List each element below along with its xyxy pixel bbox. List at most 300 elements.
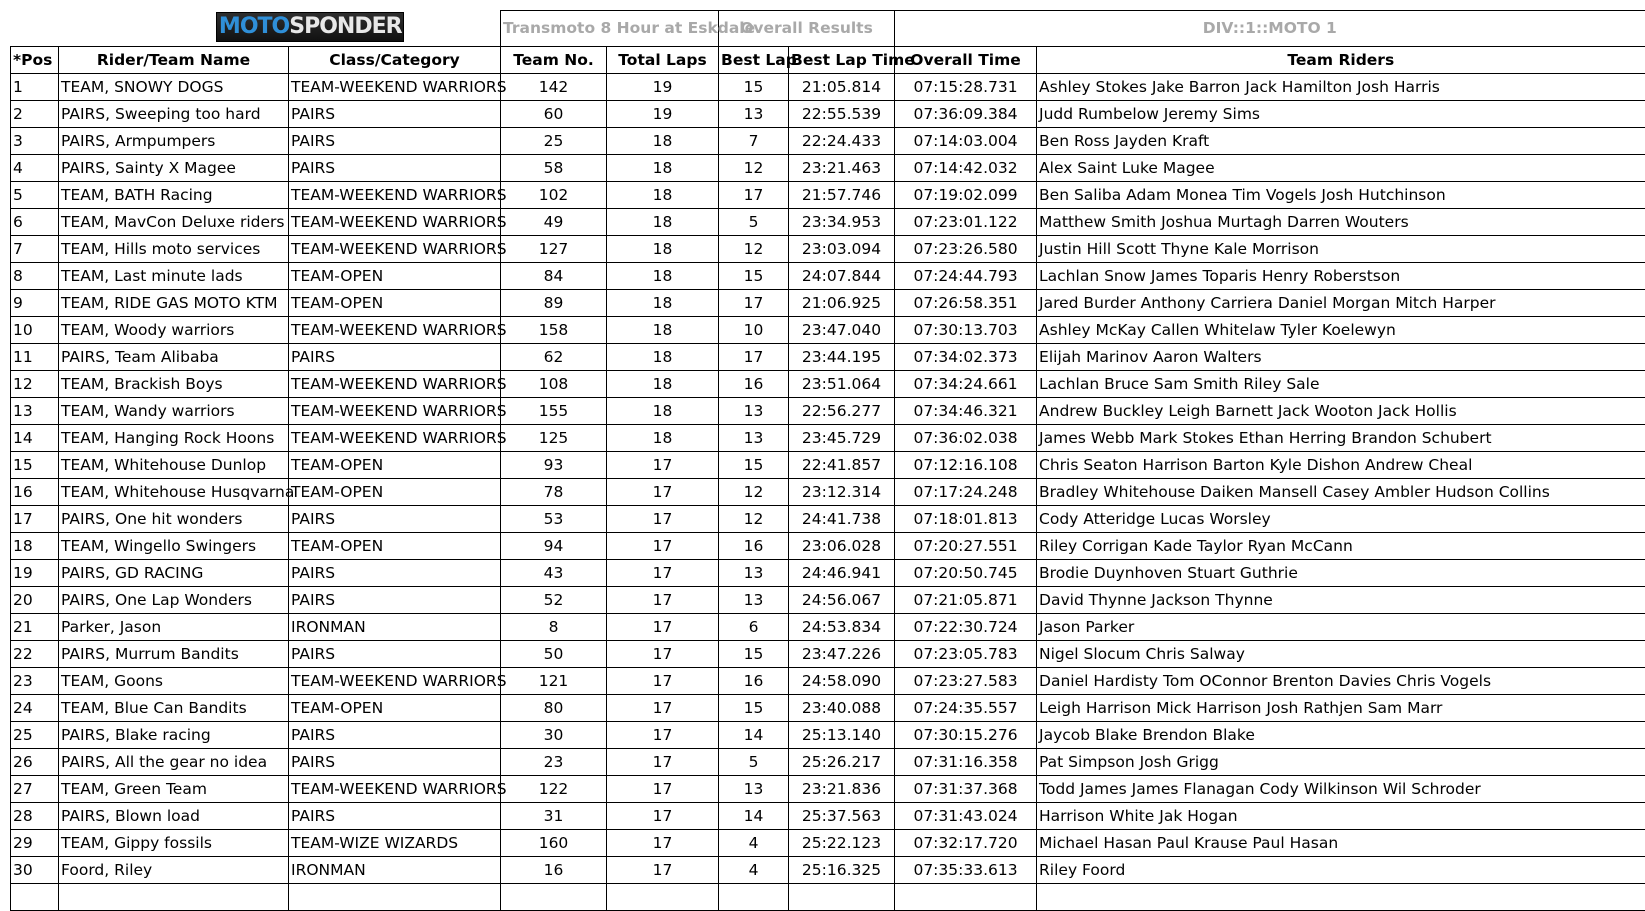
cell-pos: 17 xyxy=(11,506,59,533)
table-row xyxy=(11,695,1645,722)
cell-overall-time: 07:30:15.276 xyxy=(895,722,1037,749)
cell-name: TEAM, Last minute lads xyxy=(59,263,289,290)
cell-best-lap: 15 xyxy=(719,263,789,290)
cell-name: TEAM, Whitehouse Husqvarna xyxy=(59,479,289,506)
cell-best-lap: 16 xyxy=(719,371,789,398)
cell-pos: 18 xyxy=(11,533,59,560)
cell-best-lap: 10 xyxy=(719,317,789,344)
cell-class: PAIRS xyxy=(289,344,501,371)
cell-pos: 1 xyxy=(11,74,59,101)
cell-team-riders: James Webb Mark Stokes Ethan Herring Brandon Schubert xyxy=(1037,425,1645,452)
cell-team-riders: Jaycob Blake Brendon Blake xyxy=(1037,722,1645,749)
cell-total-laps: 17 xyxy=(607,587,719,614)
cell-best-lap: 4 xyxy=(719,830,789,857)
cell-best-lap: 14 xyxy=(719,722,789,749)
table-row xyxy=(11,614,1645,641)
cell-total-laps: 17 xyxy=(607,641,719,668)
cell-overall-time: 07:14:03.004 xyxy=(895,128,1037,155)
cell-name: PAIRS, Sainty X Magee xyxy=(59,155,289,182)
cell-pos: 26 xyxy=(11,749,59,776)
cell-best-lap-time: 25:22.123 xyxy=(789,830,895,857)
table-row xyxy=(11,263,1645,290)
cell-total-laps: 18 xyxy=(607,155,719,182)
cell-team-riders: David Thynne Jackson Thynne xyxy=(1037,587,1645,614)
cell-best-lap: 17 xyxy=(719,290,789,317)
cell-team-no: 160 xyxy=(501,830,607,857)
cell-best-lap: 12 xyxy=(719,155,789,182)
cell-team-riders: Elijah Marinov Aaron Walters xyxy=(1037,344,1645,371)
column-header-name: Rider/Team Name xyxy=(59,47,289,74)
cell-overall-time: 07:34:24.661 xyxy=(895,371,1037,398)
cell-best-lap-time: 25:16.325 xyxy=(789,857,895,884)
cell-best-lap: 15 xyxy=(719,452,789,479)
cell-best-lap: 16 xyxy=(719,533,789,560)
cell-best-lap: 4 xyxy=(719,857,789,884)
cell-best-lap-time: 23:47.040 xyxy=(789,317,895,344)
cell-overall-time: 07:23:01.122 xyxy=(895,209,1037,236)
cell-total-laps: 17 xyxy=(607,695,719,722)
cell-class: TEAM-OPEN xyxy=(289,263,501,290)
cell-pos: 5 xyxy=(11,182,59,209)
report-title: Overall Results xyxy=(719,11,895,47)
cell-team-riders: Nigel Slocum Chris Salway xyxy=(1037,641,1645,668)
cell-class: TEAM-WEEKEND WARRIORS xyxy=(289,398,501,425)
table-row xyxy=(11,668,1645,695)
cell-total-laps: 19 xyxy=(607,74,719,101)
motosponder-logo: MOTOSPONDER xyxy=(216,12,404,42)
cell-overall-time: 07:36:02.038 xyxy=(895,425,1037,452)
table-row xyxy=(11,857,1645,884)
cell-best-lap-time: 23:34.953 xyxy=(789,209,895,236)
cell-team-riders: Andrew Buckley Leigh Barnett Jack Wooton Jack Hollis xyxy=(1037,398,1645,425)
cell-overall-time: 07:18:01.813 xyxy=(895,506,1037,533)
cell-best-lap-time: 24:58.090 xyxy=(789,668,895,695)
cell-total-laps: 18 xyxy=(607,317,719,344)
cell-team-riders: Justin Hill Scott Thyne Kale Morrison xyxy=(1037,236,1645,263)
cell-pos: 12 xyxy=(11,371,59,398)
cell-name: TEAM, BATH Racing xyxy=(59,182,289,209)
table-row xyxy=(11,506,1645,533)
cell-overall-time: 07:21:05.871 xyxy=(895,587,1037,614)
table-row xyxy=(11,830,1645,857)
cell-total-laps: 17 xyxy=(607,722,719,749)
cell-name: PAIRS, Team Alibaba xyxy=(59,344,289,371)
cell-team-no: 93 xyxy=(501,452,607,479)
cell-overall-time: 07:20:27.551 xyxy=(895,533,1037,560)
cell-class: TEAM-OPEN xyxy=(289,290,501,317)
cell-team-no: 31 xyxy=(501,803,607,830)
cell-pos: 6 xyxy=(11,209,59,236)
table-row xyxy=(11,398,1645,425)
cell-name: Foord, Riley xyxy=(59,857,289,884)
cell-team-riders: Jared Burder Anthony Carriera Daniel Morgan Mitch Harper xyxy=(1037,290,1645,317)
cell-overall-time: 07:14:42.032 xyxy=(895,155,1037,182)
table-row xyxy=(11,533,1645,560)
cell-pos: 25 xyxy=(11,722,59,749)
cell-class: PAIRS xyxy=(289,155,501,182)
cell-class: TEAM-WEEKEND WARRIORS xyxy=(289,317,501,344)
cell-best-lap-time: 22:55.539 xyxy=(789,101,895,128)
cell-overall-time: 07:19:02.099 xyxy=(895,182,1037,209)
cell-team-no: 23 xyxy=(501,749,607,776)
cell-best-lap-time: 22:24.433 xyxy=(789,128,895,155)
cell-team-no: 122 xyxy=(501,776,607,803)
cell-total-laps: 17 xyxy=(607,452,719,479)
event-title: Transmoto 8 Hour at Eskdale xyxy=(501,11,719,47)
cell-pos: 15 xyxy=(11,452,59,479)
cell-team-no: 108 xyxy=(501,371,607,398)
cell-class: TEAM-OPEN xyxy=(289,452,501,479)
results-table xyxy=(10,10,1645,911)
cell-pos: 8 xyxy=(11,263,59,290)
cell-class: IRONMAN xyxy=(289,614,501,641)
cell-overall-time: 07:31:16.358 xyxy=(895,749,1037,776)
cell-best-lap-time: 21:06.925 xyxy=(789,290,895,317)
cell-team-no: 102 xyxy=(501,182,607,209)
cell-team-no: 62 xyxy=(501,344,607,371)
cell-total-laps: 18 xyxy=(607,236,719,263)
cell-name: PAIRS, GD RACING xyxy=(59,560,289,587)
cell-overall-time: 07:22:30.724 xyxy=(895,614,1037,641)
cell-name: TEAM, SNOWY DOGS xyxy=(59,74,289,101)
cell-class: TEAM-WEEKEND WARRIORS xyxy=(289,182,501,209)
cell-team-riders: Lachlan Snow James Toparis Henry Roberstson xyxy=(1037,263,1645,290)
cell-total-laps: 18 xyxy=(607,344,719,371)
cell-total-laps: 18 xyxy=(607,263,719,290)
cell-name: TEAM, Woody warriors xyxy=(59,317,289,344)
table-row xyxy=(11,776,1645,803)
cell-total-laps: 18 xyxy=(607,128,719,155)
cell-total-laps: 17 xyxy=(607,560,719,587)
cell-total-laps: 17 xyxy=(607,857,719,884)
cell-best-lap: 15 xyxy=(719,74,789,101)
table-row xyxy=(11,749,1645,776)
cell-pos: 10 xyxy=(11,317,59,344)
cell-name: TEAM, Brackish Boys xyxy=(59,371,289,398)
cell-pos: 13 xyxy=(11,398,59,425)
cell-total-laps: 17 xyxy=(607,533,719,560)
cell-team-no: 78 xyxy=(501,479,607,506)
cell-best-lap-time: 25:37.563 xyxy=(789,803,895,830)
cell-best-lap: 13 xyxy=(719,560,789,587)
cell-team-no: 8 xyxy=(501,614,607,641)
cell-best-lap: 14 xyxy=(719,803,789,830)
cell-pos: 3 xyxy=(11,128,59,155)
cell-best-lap-time: 21:57.746 xyxy=(789,182,895,209)
column-header-total-laps: Total Laps xyxy=(607,47,719,74)
table-row xyxy=(11,479,1645,506)
cell-team-no: 30 xyxy=(501,722,607,749)
cell-team-riders: Harrison White Jak Hogan xyxy=(1037,803,1645,830)
cell-best-lap-time: 24:53.834 xyxy=(789,614,895,641)
column-header-best-lap-time: Best Lap Time xyxy=(789,47,895,74)
cell-best-lap-time: 23:51.064 xyxy=(789,371,895,398)
cell-team-no: 125 xyxy=(501,425,607,452)
cell-team-no xyxy=(501,884,607,911)
cell-team-riders: Todd James James Flanagan Cody Wilkinson Wil Schroder xyxy=(1037,776,1645,803)
cell-team-no: 142 xyxy=(501,74,607,101)
cell-class: TEAM-WEEKEND WARRIORS xyxy=(289,236,501,263)
cell-name: TEAM, Hanging Rock Hoons xyxy=(59,425,289,452)
cell-best-lap-time: 23:12.314 xyxy=(789,479,895,506)
cell-team-riders: Lachlan Bruce Sam Smith Riley Sale xyxy=(1037,371,1645,398)
cell-total-laps: 18 xyxy=(607,371,719,398)
cell-team-riders: Alex Saint Luke Magee xyxy=(1037,155,1645,182)
column-header-pos: *Pos xyxy=(11,47,59,74)
cell-team-no: 121 xyxy=(501,668,607,695)
cell-team-riders: Ashley McKay Callen Whitelaw Tyler Koelewyn xyxy=(1037,317,1645,344)
cell-class: PAIRS xyxy=(289,560,501,587)
cell-best-lap-time: 24:56.067 xyxy=(789,587,895,614)
column-header-team-riders: Team Riders xyxy=(1037,47,1645,74)
cell-class: PAIRS xyxy=(289,722,501,749)
cell-total-laps xyxy=(607,884,719,911)
cell-total-laps: 18 xyxy=(607,290,719,317)
cell-best-lap-time: 25:26.217 xyxy=(789,749,895,776)
table-row xyxy=(11,344,1645,371)
cell-team-no: 60 xyxy=(501,101,607,128)
cell-overall-time: 07:36:09.384 xyxy=(895,101,1037,128)
cell-best-lap-time: 23:06.028 xyxy=(789,533,895,560)
table-row xyxy=(11,182,1645,209)
cell-overall-time: 07:35:33.613 xyxy=(895,857,1037,884)
cell-best-lap: 5 xyxy=(719,749,789,776)
cell-name: PAIRS, One Lap Wonders xyxy=(59,587,289,614)
cell-best-lap-time: 25:13.140 xyxy=(789,722,895,749)
cell-class: TEAM-WEEKEND WARRIORS xyxy=(289,776,501,803)
cell-class: TEAM-OPEN xyxy=(289,695,501,722)
cell-team-no: 127 xyxy=(501,236,607,263)
cell-team-no: 158 xyxy=(501,317,607,344)
cell-best-lap-time: 24:07.844 xyxy=(789,263,895,290)
cell-total-laps: 17 xyxy=(607,479,719,506)
cell-total-laps: 17 xyxy=(607,803,719,830)
cell-best-lap: 13 xyxy=(719,587,789,614)
column-header-class: Class/Category xyxy=(289,47,501,74)
cell-class: TEAM-OPEN xyxy=(289,533,501,560)
cell-name: TEAM, Wandy warriors xyxy=(59,398,289,425)
cell-best-lap-time: 22:41.857 xyxy=(789,452,895,479)
cell-pos: 16 xyxy=(11,479,59,506)
cell-team-no: 16 xyxy=(501,857,607,884)
cell-best-lap-time: 21:05.814 xyxy=(789,74,895,101)
table-row xyxy=(11,884,1645,911)
cell-best-lap-time: 23:47.226 xyxy=(789,641,895,668)
cell-team-riders: Riley Foord xyxy=(1037,857,1645,884)
cell-team-no: 43 xyxy=(501,560,607,587)
cell-pos xyxy=(11,884,59,911)
table-row xyxy=(11,155,1645,182)
cell-name: PAIRS, One hit wonders xyxy=(59,506,289,533)
cell-name: TEAM, RIDE GAS MOTO KTM xyxy=(59,290,289,317)
table-row xyxy=(11,587,1645,614)
cell-team-no: 52 xyxy=(501,587,607,614)
cell-team-riders: Ashley Stokes Jake Barron Jack Hamilton Josh Harris xyxy=(1037,74,1645,101)
cell-best-lap: 5 xyxy=(719,209,789,236)
cell-class: IRONMAN xyxy=(289,857,501,884)
table-row xyxy=(11,803,1645,830)
cell-team-riders: Ben Ross Jayden Kraft xyxy=(1037,128,1645,155)
cell-overall-time: 07:17:24.248 xyxy=(895,479,1037,506)
table-row xyxy=(11,425,1645,452)
cell-pos: 29 xyxy=(11,830,59,857)
cell-total-laps: 17 xyxy=(607,668,719,695)
cell-class: PAIRS xyxy=(289,101,501,128)
title-row xyxy=(11,11,1645,47)
cell-name xyxy=(59,884,289,911)
cell-overall-time: 07:20:50.745 xyxy=(895,560,1037,587)
cell-overall-time: 07:31:43.024 xyxy=(895,803,1037,830)
division-title: DIV::1::MOTO 1 xyxy=(895,11,1645,47)
cell-pos: 4 xyxy=(11,155,59,182)
cell-pos: 11 xyxy=(11,344,59,371)
cell-pos: 7 xyxy=(11,236,59,263)
column-header-overall-time: Overall Time xyxy=(895,47,1037,74)
cell-class: TEAM-WIZE WIZARDS xyxy=(289,830,501,857)
cell-class xyxy=(289,884,501,911)
cell-name: PAIRS, All the gear no idea xyxy=(59,749,289,776)
cell-team-riders: Matthew Smith Joshua Murtagh Darren Wouters xyxy=(1037,209,1645,236)
cell-team-riders: Michael Hasan Paul Krause Paul Hasan xyxy=(1037,830,1645,857)
cell-class: TEAM-WEEKEND WARRIORS xyxy=(289,74,501,101)
cell-pos: 28 xyxy=(11,803,59,830)
cell-name: TEAM, MavCon Deluxe riders xyxy=(59,209,289,236)
cell-team-no: 53 xyxy=(501,506,607,533)
cell-best-lap-time: 24:46.941 xyxy=(789,560,895,587)
cell-pos: 14 xyxy=(11,425,59,452)
cell-name: TEAM, Goons xyxy=(59,668,289,695)
cell-overall-time: 07:12:16.108 xyxy=(895,452,1037,479)
cell-best-lap: 15 xyxy=(719,695,789,722)
cell-class: TEAM-WEEKEND WARRIORS xyxy=(289,371,501,398)
cell-team-riders: Cody Atteridge Lucas Worsley xyxy=(1037,506,1645,533)
cell-team-riders: Daniel Hardisty Tom OConnor Brenton Davies Chris Vogels xyxy=(1037,668,1645,695)
cell-team-riders xyxy=(1037,884,1645,911)
cell-class: TEAM-WEEKEND WARRIORS xyxy=(289,668,501,695)
cell-class: PAIRS xyxy=(289,587,501,614)
results-sheet xyxy=(10,10,1644,888)
cell-best-lap: 7 xyxy=(719,128,789,155)
cell-overall-time: 07:15:28.731 xyxy=(895,74,1037,101)
cell-name: TEAM, Whitehouse Dunlop xyxy=(59,452,289,479)
cell-best-lap: 13 xyxy=(719,101,789,128)
cell-pos: 23 xyxy=(11,668,59,695)
cell-total-laps: 18 xyxy=(607,425,719,452)
cell-team-no: 50 xyxy=(501,641,607,668)
cell-name: TEAM, Wingello Swingers xyxy=(59,533,289,560)
table-row xyxy=(11,722,1645,749)
cell-name: Parker, Jason xyxy=(59,614,289,641)
cell-total-laps: 17 xyxy=(607,506,719,533)
cell-total-laps: 17 xyxy=(607,749,719,776)
cell-team-no: 155 xyxy=(501,398,607,425)
cell-best-lap: 13 xyxy=(719,398,789,425)
table-row xyxy=(11,236,1645,263)
cell-name: PAIRS, Blown load xyxy=(59,803,289,830)
cell-name: TEAM, Gippy fossils xyxy=(59,830,289,857)
cell-best-lap: 16 xyxy=(719,668,789,695)
cell-total-laps: 18 xyxy=(607,209,719,236)
cell-name: TEAM, Blue Can Bandits xyxy=(59,695,289,722)
cell-best-lap: 13 xyxy=(719,425,789,452)
cell-team-no: 84 xyxy=(501,263,607,290)
cell-class: TEAM-WEEKEND WARRIORS xyxy=(289,209,501,236)
cell-name: PAIRS, Murrum Bandits xyxy=(59,641,289,668)
cell-team-riders: Ben Saliba Adam Monea Tim Vogels Josh Hutchinson xyxy=(1037,182,1645,209)
cell-total-laps: 18 xyxy=(607,182,719,209)
cell-team-riders: Pat Simpson Josh Grigg xyxy=(1037,749,1645,776)
cell-best-lap-time: 23:21.463 xyxy=(789,155,895,182)
cell-best-lap: 15 xyxy=(719,641,789,668)
cell-name: TEAM, Hills moto services xyxy=(59,236,289,263)
cell-best-lap: 6 xyxy=(719,614,789,641)
cell-name: TEAM, Green Team xyxy=(59,776,289,803)
cell-overall-time: 07:23:27.583 xyxy=(895,668,1037,695)
cell-total-laps: 19 xyxy=(607,101,719,128)
cell-team-no: 58 xyxy=(501,155,607,182)
table-row xyxy=(11,290,1645,317)
table-row xyxy=(11,101,1645,128)
cell-class: PAIRS xyxy=(289,749,501,776)
logo-cell xyxy=(11,11,501,47)
cell-team-no: 80 xyxy=(501,695,607,722)
cell-best-lap: 12 xyxy=(719,236,789,263)
cell-best-lap-time: 23:44.195 xyxy=(789,344,895,371)
cell-overall-time: 07:24:35.557 xyxy=(895,695,1037,722)
column-header-team-no: Team No. xyxy=(501,47,607,74)
cell-best-lap xyxy=(719,884,789,911)
cell-overall-time: 07:24:44.793 xyxy=(895,263,1037,290)
cell-name: PAIRS, Blake racing xyxy=(59,722,289,749)
cell-best-lap-time: 23:21.836 xyxy=(789,776,895,803)
cell-overall-time: 07:31:37.368 xyxy=(895,776,1037,803)
cell-total-laps: 17 xyxy=(607,614,719,641)
cell-pos: 22 xyxy=(11,641,59,668)
cell-team-riders: Jason Parker xyxy=(1037,614,1645,641)
cell-team-no: 89 xyxy=(501,290,607,317)
cell-class: TEAM-OPEN xyxy=(289,479,501,506)
cell-team-riders: Judd Rumbelow Jeremy Sims xyxy=(1037,101,1645,128)
cell-team-riders: Bradley Whitehouse Daiken Mansell Casey Ambler Hudson Collins xyxy=(1037,479,1645,506)
cell-total-laps: 18 xyxy=(607,398,719,425)
cell-total-laps: 17 xyxy=(607,776,719,803)
cell-overall-time: 07:30:13.703 xyxy=(895,317,1037,344)
cell-best-lap: 17 xyxy=(719,344,789,371)
cell-best-lap-time xyxy=(789,884,895,911)
table-row xyxy=(11,209,1645,236)
cell-name: PAIRS, Armpumpers xyxy=(59,128,289,155)
cell-class: PAIRS xyxy=(289,641,501,668)
cell-best-lap-time: 23:03.094 xyxy=(789,236,895,263)
cell-team-riders: Brodie Duynhoven Stuart Guthrie xyxy=(1037,560,1645,587)
cell-best-lap: 17 xyxy=(719,182,789,209)
cell-pos: 20 xyxy=(11,587,59,614)
cell-pos: 19 xyxy=(11,560,59,587)
column-header-best-lap: Best Lap xyxy=(719,47,789,74)
cell-best-lap: 13 xyxy=(719,776,789,803)
cell-best-lap-time: 22:56.277 xyxy=(789,398,895,425)
column-header-row xyxy=(11,47,1645,74)
cell-class: PAIRS xyxy=(289,803,501,830)
cell-class: PAIRS xyxy=(289,128,501,155)
cell-pos: 24 xyxy=(11,695,59,722)
cell-pos: 2 xyxy=(11,101,59,128)
table-row xyxy=(11,560,1645,587)
cell-pos: 30 xyxy=(11,857,59,884)
cell-team-no: 25 xyxy=(501,128,607,155)
table-row xyxy=(11,128,1645,155)
cell-team-riders: Chris Seaton Harrison Barton Kyle Dishon Andrew Cheal xyxy=(1037,452,1645,479)
